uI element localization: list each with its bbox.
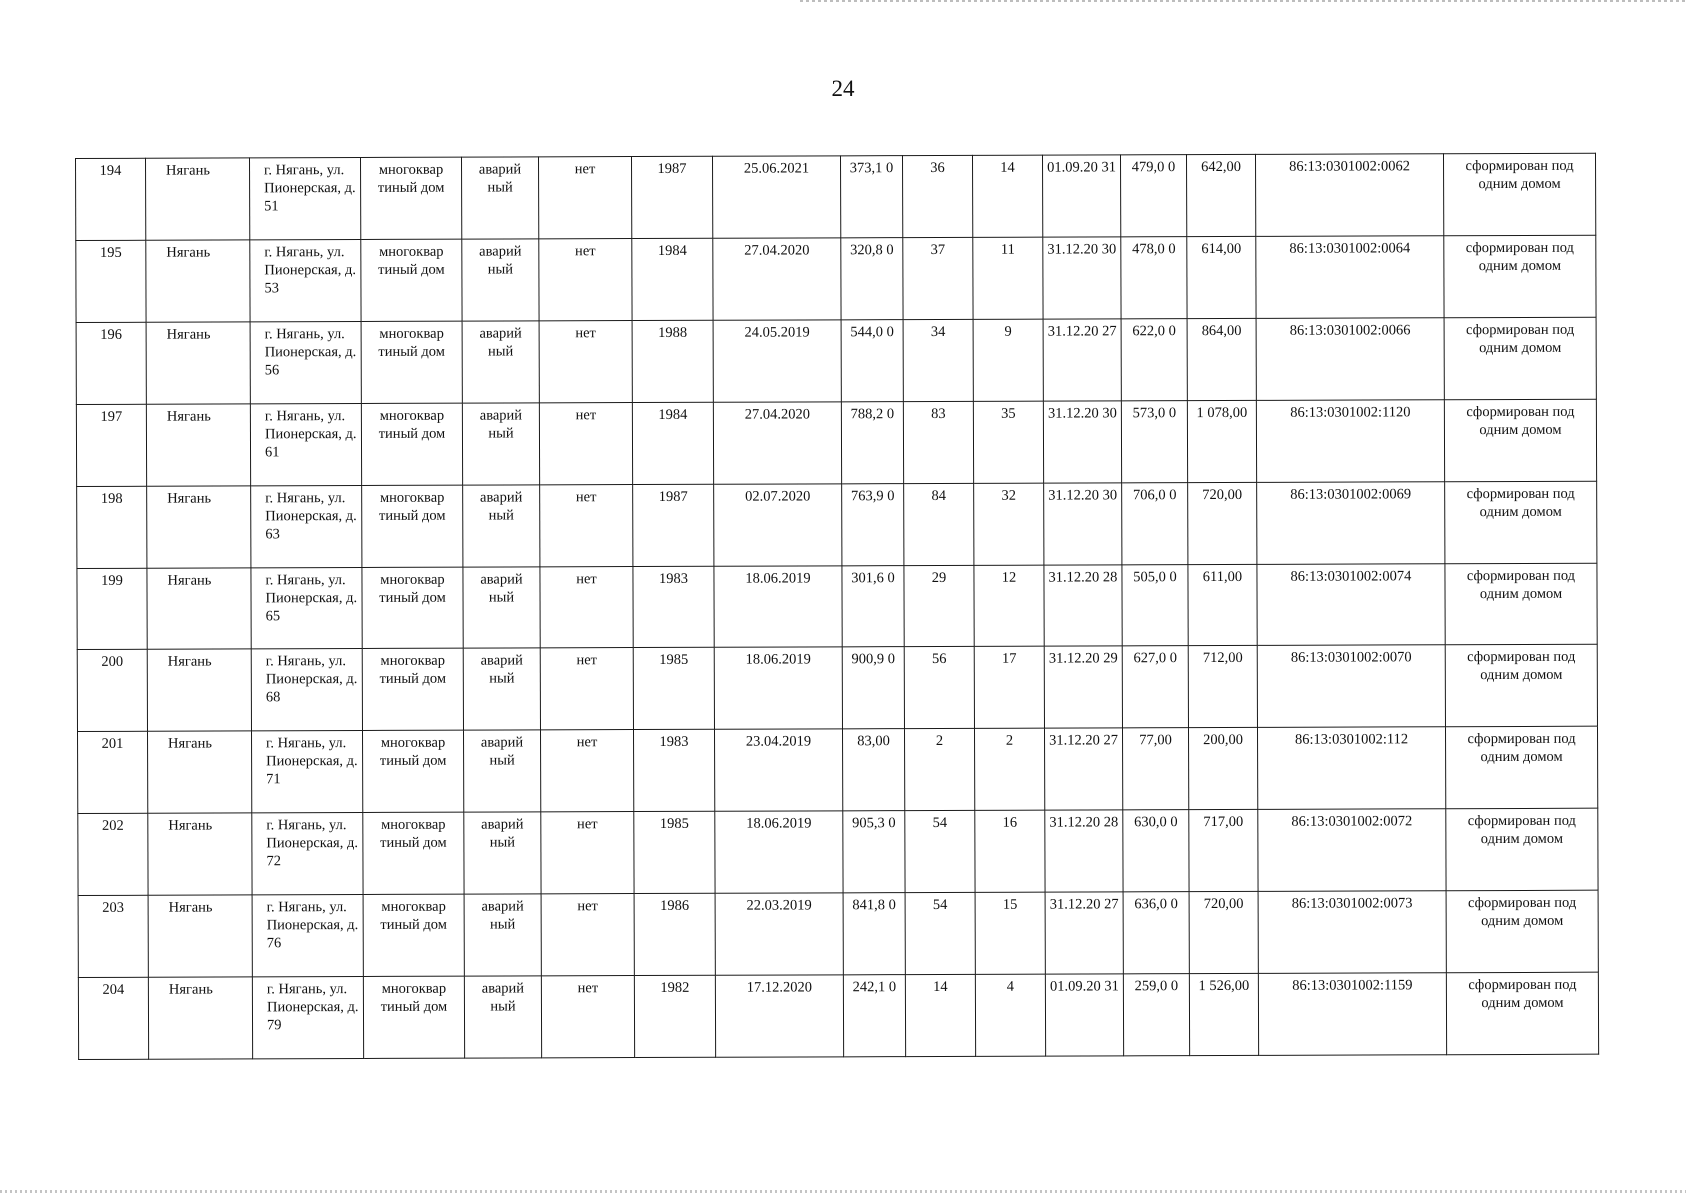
planned-date-cell: 31.12.20 27 (1045, 892, 1123, 974)
year-built-cell: 1983 (633, 730, 714, 812)
cadastral-number-cell: 86:13:0301002:1159 (1258, 973, 1446, 1056)
area-cell: 763,9 0 (842, 483, 904, 565)
municipality-cell: Нягань (146, 404, 250, 486)
residents-cell: 84 (904, 483, 974, 565)
cadastral-number-cell: 86:13:0301002:0062 (1255, 154, 1443, 237)
premises-cell: 9 (973, 319, 1043, 401)
year-built-cell: 1988 (632, 320, 713, 402)
land-area-cell: 479,0 0 (1120, 155, 1186, 237)
recognition-date-cell: 23.04.2019 (714, 729, 842, 811)
municipality-cell: Нягань (148, 895, 252, 977)
condition-cell: аварий ный (464, 812, 541, 894)
cultural-object-cell: нет (540, 566, 633, 648)
cultural-object-cell: нет (539, 320, 632, 402)
table-row (76, 235, 1596, 322)
area-cell: 841,8 0 (843, 893, 905, 975)
area-cell: 242,1 0 (843, 975, 905, 1057)
land-area-total-cell: 611,00 (1188, 564, 1257, 646)
table-row (78, 972, 1598, 1059)
row-number-cell: 201 (78, 732, 148, 814)
row-number-cell: 202 (78, 813, 148, 895)
land-area-total-cell: 717,00 (1189, 810, 1258, 892)
house-type-cell: многоквар тиный дом (363, 730, 464, 812)
residents-cell: 37 (903, 237, 973, 319)
area-cell: 301,6 0 (842, 565, 904, 647)
premises-cell: 16 (975, 810, 1045, 892)
recognition-date-cell: 27.04.2020 (713, 238, 841, 320)
address-cell: г. Нягань, ул. Пионерская, д. 71 (252, 731, 363, 813)
address-cell: г. Нягань, ул. Пионерская, д. 68 (251, 649, 362, 731)
planned-date-cell: 31.12.20 30 (1043, 237, 1121, 319)
land-area-total-cell: 864,00 (1187, 318, 1256, 400)
row-number-cell: 200 (77, 650, 147, 732)
municipality-cell: Нягань (147, 649, 251, 731)
table-row (76, 317, 1596, 404)
planned-date-cell: 31.12.20 28 (1045, 810, 1123, 892)
residents-cell: 14 (905, 974, 975, 1056)
condition-cell: аварий ный (462, 321, 539, 403)
land-area-total-cell: 720,00 (1188, 482, 1257, 564)
house-type-cell: многоквар тиный дом (361, 239, 462, 321)
cultural-object-cell: нет (540, 484, 633, 566)
land-status-cell: сформирован под одним домом (1445, 481, 1597, 563)
recognition-date-cell: 18.06.2019 (714, 565, 842, 647)
municipality-cell: Нягань (148, 731, 252, 813)
table-body (76, 153, 1599, 1059)
condition-cell: аварий ный (464, 976, 541, 1058)
house-type-cell: многоквар тиный дом (361, 321, 462, 403)
cultural-object-cell: нет (541, 894, 634, 976)
table-row (76, 153, 1596, 240)
address-cell: г. Нягань, ул. Пионерская, д. 63 (251, 485, 362, 567)
year-built-cell: 1987 (631, 156, 712, 238)
condition-cell: аварий ный (462, 239, 539, 321)
municipality-cell: Нягань (146, 322, 250, 404)
land-area-cell: 622,0 0 (1121, 318, 1187, 400)
land-area-total-cell: 200,00 (1188, 728, 1257, 810)
table-row (76, 399, 1596, 486)
cadastral-number-cell: 86:13:0301002:0064 (1256, 236, 1444, 319)
cultural-object-cell: нет (541, 976, 634, 1058)
premises-cell: 4 (975, 974, 1045, 1056)
row-number-cell: 203 (78, 895, 148, 977)
row-number-cell: 197 (76, 404, 146, 486)
residents-cell: 34 (903, 319, 973, 401)
premises-cell: 14 (972, 155, 1042, 237)
planned-date-cell: 01.09.20 31 (1045, 974, 1123, 1056)
condition-cell: аварий ный (463, 485, 540, 567)
land-status-cell: сформирован под одним домом (1445, 727, 1597, 809)
land-area-total-cell: 642,00 (1186, 154, 1255, 236)
row-number-cell: 195 (76, 240, 146, 322)
municipality-cell: Нягань (146, 158, 250, 240)
house-type-cell: многоквар тиный дом (363, 812, 464, 894)
planned-date-cell: 31.12.20 29 (1044, 646, 1122, 728)
house-type-cell: многоквар тиный дом (361, 157, 462, 239)
year-built-cell: 1984 (632, 238, 713, 320)
recognition-date-cell: 17.12.2020 (715, 975, 843, 1057)
land-status-cell: сформирован под одним домом (1446, 890, 1598, 972)
premises-cell: 2 (974, 728, 1044, 810)
address-cell: г. Нягань, ул. Пионерская, д. 76 (252, 895, 363, 977)
recognition-date-cell: 02.07.2020 (714, 483, 842, 565)
condition-cell: аварий ный (464, 730, 541, 812)
table-row (78, 727, 1598, 814)
residents-cell: 54 (905, 893, 975, 975)
condition-cell: аварий ный (461, 157, 538, 239)
municipality-cell: Нягань (148, 813, 252, 895)
house-type-cell: многоквар тиный дом (362, 485, 463, 567)
table-row (77, 645, 1597, 732)
land-area-cell: 505,0 0 (1122, 564, 1188, 646)
premises-cell: 15 (975, 892, 1045, 974)
planned-date-cell: 31.12.20 27 (1044, 728, 1122, 810)
row-number-cell: 204 (78, 977, 148, 1059)
land-area-total-cell: 614,00 (1187, 236, 1256, 318)
recognition-date-cell: 22.03.2019 (715, 893, 843, 975)
year-built-cell: 1984 (632, 402, 713, 484)
scan-artifact-top (800, 0, 1686, 2)
year-built-cell: 1982 (634, 975, 715, 1057)
residents-cell: 29 (904, 565, 974, 647)
year-built-cell: 1985 (633, 648, 714, 730)
cultural-object-cell: нет (538, 157, 631, 239)
municipality-cell: Нягань (148, 977, 252, 1059)
area-cell: 320,8 0 (841, 238, 903, 320)
planned-date-cell: 31.12.20 27 (1043, 319, 1121, 401)
row-number-cell: 198 (77, 486, 147, 568)
page-number: 24 (831, 76, 855, 101)
area-cell: 544,0 0 (841, 319, 903, 401)
residents-cell: 54 (905, 811, 975, 893)
land-area-cell: 627,0 0 (1122, 646, 1188, 728)
land-area-total-cell: 720,00 (1189, 892, 1258, 974)
land-area-cell: 77,00 (1122, 728, 1188, 810)
cadastral-number-cell: 86:13:0301002:112 (1257, 727, 1445, 810)
cadastral-number-cell: 86:13:0301002:0074 (1257, 563, 1445, 646)
cadastral-number-cell: 86:13:0301002:0070 (1257, 645, 1445, 728)
residents-cell: 2 (904, 729, 974, 811)
municipality-cell: Нягань (146, 240, 250, 322)
address-cell: г. Нягань, ул. Пионерская, д. 53 (250, 239, 361, 321)
address-cell: г. Нягань, ул. Пионерская, д. 79 (252, 977, 363, 1059)
housing-registry-table (75, 153, 1599, 1060)
year-built-cell: 1987 (633, 484, 714, 566)
planned-date-cell: 01.09.20 31 (1042, 155, 1120, 237)
premises-cell: 17 (974, 647, 1044, 729)
row-number-cell: 196 (76, 322, 146, 404)
land-area-cell: 636,0 0 (1123, 892, 1189, 974)
cultural-object-cell: нет (539, 402, 632, 484)
address-cell: г. Нягань, ул. Пионерская, д. 51 (250, 158, 361, 240)
cadastral-number-cell: 86:13:0301002:0069 (1257, 481, 1445, 564)
land-status-cell: сформирован под одним домом (1445, 645, 1597, 727)
land-area-total-cell: 1 078,00 (1187, 400, 1256, 482)
address-cell: г. Нягань, ул. Пионерская, д. 61 (250, 403, 361, 485)
land-status-cell: сформирован под одним домом (1446, 808, 1598, 890)
table-row (77, 481, 1597, 568)
land-area-total-cell: 1 526,00 (1189, 973, 1258, 1055)
area-cell: 900,9 0 (842, 647, 904, 729)
land-area-total-cell: 712,00 (1188, 646, 1257, 728)
condition-cell: аварий ный (462, 403, 539, 485)
cultural-object-cell: нет (540, 648, 633, 730)
house-type-cell: многоквар тиный дом (363, 894, 464, 976)
land-area-cell: 573,0 0 (1121, 400, 1187, 482)
cultural-object-cell: нет (541, 812, 634, 894)
planned-date-cell: 31.12.20 30 (1044, 482, 1122, 564)
land-status-cell: сформирован под одним домом (1443, 153, 1595, 235)
residents-cell: 36 (902, 155, 972, 237)
condition-cell: аварий ный (463, 566, 540, 648)
land-status-cell: сформирован под одним домом (1444, 399, 1596, 481)
premises-cell: 11 (973, 237, 1043, 319)
year-built-cell: 1986 (634, 893, 715, 975)
area-cell: 373,1 0 (840, 156, 902, 238)
house-type-cell: многоквар тиный дом (362, 567, 463, 649)
table-row (78, 890, 1598, 977)
land-status-cell: сформирован под одним домом (1445, 563, 1597, 645)
area-cell: 83,00 (842, 729, 904, 811)
house-type-cell: многоквар тиный дом (361, 403, 462, 485)
row-number-cell: 194 (76, 158, 146, 240)
residents-cell: 56 (904, 647, 974, 729)
land-area-cell: 630,0 0 (1123, 810, 1189, 892)
municipality-cell: Нягань (147, 567, 251, 649)
land-status-cell: сформирован под одним домом (1446, 972, 1598, 1054)
table-row (77, 563, 1597, 650)
recognition-date-cell: 18.06.2019 (714, 647, 842, 729)
cadastral-number-cell: 86:13:0301002:1120 (1256, 399, 1444, 482)
planned-date-cell: 31.12.20 28 (1044, 564, 1122, 646)
land-status-cell: сформирован под одним домом (1444, 235, 1596, 317)
planned-date-cell: 31.12.20 30 (1043, 401, 1121, 483)
premises-cell: 35 (973, 401, 1043, 483)
row-number-cell: 199 (77, 568, 147, 650)
residents-cell: 83 (903, 401, 973, 483)
address-cell: г. Нягань, ул. Пионерская, д. 56 (250, 321, 361, 403)
land-area-cell: 259,0 0 (1123, 974, 1189, 1056)
area-cell: 905,3 0 (843, 811, 905, 893)
land-area-cell: 706,0 0 (1122, 482, 1188, 564)
land-area-cell: 478,0 0 (1121, 237, 1187, 319)
premises-cell: 12 (974, 565, 1044, 647)
house-type-cell: многоквар тиный дом (362, 649, 463, 731)
premises-cell: 32 (974, 483, 1044, 565)
cadastral-number-cell: 86:13:0301002:0072 (1258, 809, 1446, 892)
house-type-cell: многоквар тиный дом (363, 976, 464, 1058)
cultural-object-cell: нет (539, 238, 632, 320)
cadastral-number-cell: 86:13:0301002:0073 (1258, 891, 1446, 974)
address-cell: г. Нягань, ул. Пионерская, д. 65 (251, 567, 362, 649)
area-cell: 788,2 0 (841, 401, 903, 483)
recognition-date-cell: 18.06.2019 (715, 811, 843, 893)
cultural-object-cell: нет (541, 730, 634, 812)
scan-artifact-bottom (0, 1190, 1686, 1193)
address-cell: г. Нягань, ул. Пионерская, д. 72 (252, 813, 363, 895)
land-status-cell: сформирован под одним домом (1444, 317, 1596, 399)
year-built-cell: 1983 (633, 566, 714, 648)
municipality-cell: Нягань (147, 486, 251, 568)
recognition-date-cell: 24.05.2019 (713, 320, 841, 402)
year-built-cell: 1985 (634, 812, 715, 894)
recognition-date-cell: 27.04.2020 (713, 402, 841, 484)
condition-cell: аварий ный (463, 648, 540, 730)
condition-cell: аварий ный (464, 894, 541, 976)
table-row (78, 808, 1598, 895)
recognition-date-cell: 25.06.2021 (712, 156, 840, 238)
cadastral-number-cell: 86:13:0301002:0066 (1256, 318, 1444, 401)
